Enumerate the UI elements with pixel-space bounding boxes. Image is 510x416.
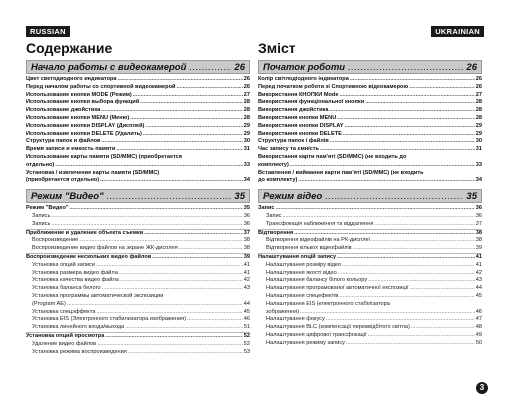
toc-entry-page: 28 [243, 107, 250, 114]
toc-entry-list [258, 316, 482, 347]
toc-entry[interactable] [258, 76, 482, 84]
toc-entry-page: 33 [475, 161, 482, 168]
section-title: Режим "Видео" [31, 190, 104, 202]
toc-entry-page: 28 [243, 99, 250, 106]
section-header-getting-started[interactable] [258, 60, 482, 74]
toc-entry-page: 34 [243, 177, 250, 184]
toc-entry-text: комплекту) [258, 161, 289, 168]
toc-entry[interactable] [26, 324, 250, 332]
toc-entry-text: Використання кнопки DISPLAY [258, 122, 344, 129]
toc-entry[interactable] [26, 146, 250, 154]
toc-entry-text: Использование кнопки DELETE (Удалить) [26, 130, 142, 137]
section-title: Початок роботи [263, 61, 346, 73]
toc-entry-page: 44 [243, 300, 250, 307]
toc-entry-text: Установка опций просмотра [26, 332, 105, 339]
toc-entry[interactable] [26, 213, 250, 221]
toc-entry-list [26, 76, 250, 154]
toc-entry-page: 39 [243, 253, 250, 260]
toc-entry-text: Налаштування балансу білого кольору [266, 277, 368, 284]
toc-entry-text: Цвет светодиодного индикатора [26, 76, 117, 82]
toc-entry-line[interactable]: Налаштування EIS (електронного стабілізатора [266, 300, 390, 307]
toc-entry-text: Установка баланса белого [32, 285, 101, 292]
toc-entry-text: Установка EIS (Электронного стабилизатора изображения) [32, 316, 186, 323]
toc-entry[interactable] [26, 123, 250, 131]
toc-entry-line[interactable]: Вставлення / виймання карти пам'яті (SD/MMC) (не входить [258, 169, 424, 176]
toc-entry-text: Запис [266, 212, 282, 219]
section-page: 35 [466, 190, 477, 202]
toc-entry[interactable] [258, 205, 482, 213]
toc-entry-text: Использование кнопки выбора функций [26, 99, 140, 106]
toc-entry[interactable] [258, 316, 482, 324]
toc-entry[interactable] [26, 177, 250, 185]
toc-entry-text: Налаштування режиму запису [266, 339, 345, 346]
toc-entry-text: Время записи и емкость памяти [26, 146, 116, 153]
toc-entry[interactable] [258, 254, 482, 262]
toc-entry-page: 41 [243, 269, 250, 276]
toc-entry[interactable] [258, 138, 482, 146]
toc-entry-text: Налаштування спецефектів [266, 292, 339, 299]
toc-entry-page: 26 [475, 76, 482, 82]
toc-entry[interactable] [258, 293, 482, 301]
toc-entry-page: 38 [475, 237, 482, 244]
toc-entry-page: 26 [243, 76, 250, 82]
toc-entry[interactable] [26, 349, 250, 357]
toc-entry-page: 33 [243, 161, 250, 168]
toc-entry-page: 47 [475, 316, 482, 323]
toc-entry-page: 29 [475, 130, 482, 137]
toc-entry-page: 41 [475, 261, 482, 268]
toc-entry[interactable] [26, 230, 250, 238]
toc-column-ukrainian [258, 60, 482, 348]
toc-entry-list [26, 341, 250, 357]
toc-entry-page: 52 [243, 332, 250, 339]
toc-entry-line[interactable]: Использование карты памяти (SD/MMC) (приобретается [26, 153, 183, 160]
toc-entry-text: Установка качества видео файла [32, 277, 119, 284]
toc-entry-text: Режим "Видео" [26, 205, 69, 212]
toc-entry-text: до комплекту) [258, 177, 298, 184]
toc-entry-text: Воспроизведение нескольких видео файлов [26, 253, 152, 260]
toc-entry-page: 28 [475, 107, 482, 114]
toc-entry-page: 36 [475, 212, 482, 219]
toc-entry[interactable] [258, 146, 482, 154]
toc-entry[interactable] [258, 123, 482, 131]
toc-entry-text: Налаштування фокусу [266, 316, 325, 323]
toc-entry-page: 44 [475, 285, 482, 292]
toc-entry[interactable] [26, 245, 250, 253]
toc-entry-page: 49 [475, 331, 482, 338]
toc-entry-line[interactable]: Установка / извлечение карты памяти (SD/MMC) [26, 169, 160, 176]
toc-entry[interactable] [26, 333, 250, 341]
toc-entry-page: 51 [243, 324, 250, 331]
toc-entry-page: 29 [243, 122, 250, 129]
toc-entry[interactable] [26, 115, 250, 123]
toc-entry[interactable] [258, 270, 482, 278]
toc-entry[interactable] [26, 277, 250, 285]
toc-entry-page: 42 [475, 269, 482, 276]
page-title-russian: Содержание [26, 40, 113, 56]
toc-entry-page: 46 [475, 308, 482, 315]
toc-entry-list [258, 237, 482, 253]
toc-entry-page: 38 [243, 237, 250, 244]
toc-entry-line[interactable]: Установка программы автоматической экспозиции [32, 292, 164, 299]
toc-entry[interactable] [258, 84, 482, 92]
toc-entry[interactable] [26, 262, 250, 270]
toc-entry[interactable] [258, 285, 482, 293]
toc-entry-text: Использование кнопки MODE (Режим) [26, 91, 132, 98]
toc-entry-page: 52 [243, 340, 250, 347]
toc-entry-text: Використання джойстика [258, 107, 329, 114]
toc-entry-page: 29 [475, 122, 482, 129]
toc-entry-list [26, 213, 250, 229]
toc-entry-text: Использование кнопки MENU (Меню) [26, 114, 130, 121]
toc-entry-page: 28 [243, 114, 250, 121]
toc-entry-text: Установка спецэффекта [32, 308, 96, 315]
toc-entry[interactable] [258, 245, 482, 253]
toc-entry[interactable] [26, 309, 250, 317]
toc-entry-text: Використання КНОПКИ Mode [258, 91, 339, 98]
toc-entry-text: Удаление видео файлов [32, 340, 97, 347]
toc-entry-page: 36 [475, 205, 482, 212]
toc-entry-text: Структура папок і файлів [258, 138, 329, 145]
toc-entry-text: Використання кнопки DELETE [258, 130, 342, 137]
toc-entry[interactable] [258, 277, 482, 285]
toc-entry-text: Установка линейного входа/выхода [32, 324, 125, 331]
toc-entry-page: 41 [475, 253, 482, 260]
toc-entry[interactable] [258, 262, 482, 270]
toc-entry-text: Час запису та ємність [258, 146, 319, 153]
toc-entry-text: Запись [32, 220, 51, 227]
toc-entry[interactable] [258, 221, 482, 229]
toc-entry[interactable] [258, 324, 482, 332]
toc-entry-page: 53 [243, 348, 250, 355]
toc-entry-page: 46 [243, 316, 250, 323]
toc-entry-line[interactable]: Використання карти пам'яті (SD/MMC) (не входить до [258, 153, 407, 160]
toc-entry[interactable] [258, 340, 482, 348]
toc-entry-text: Перед началом работы со спортивной видеокамерой [26, 83, 176, 90]
toc-entry-page: 31 [475, 146, 482, 153]
toc-column-russian [26, 60, 250, 356]
toc-entry[interactable] [26, 107, 250, 115]
toc-entry-page: 45 [243, 308, 250, 315]
toc-entry-page: 43 [475, 277, 482, 284]
toc-entry-page: 48 [475, 324, 482, 331]
toc-entry-page: 27 [475, 91, 482, 98]
toc-entry-page: 30 [243, 138, 250, 145]
toc-entry[interactable] [258, 177, 482, 185]
section-page: 26 [234, 61, 245, 73]
toc-entry-page: 36 [243, 220, 250, 227]
toc-entry[interactable] [258, 162, 482, 170]
toc-entry-text: (приобретается отдельно) [26, 177, 100, 184]
toc-entry[interactable] [26, 205, 250, 213]
section-page: 26 [466, 61, 477, 73]
toc-entry-text: Установка опций записи [32, 261, 95, 268]
toc-entry[interactable] [26, 84, 250, 92]
toc-entry-page: 35 [243, 205, 250, 212]
section-page: 35 [234, 190, 245, 202]
toc-entry-list [258, 262, 482, 301]
toc-entry-page: 42 [243, 277, 250, 284]
toc-entry-text: Використання функціональної кнопки [258, 99, 365, 106]
toc-entry-text: Відтворення кількох відеофайлів [266, 245, 352, 252]
toc-entry-text: Структура папок и файлов [26, 138, 101, 145]
toc-entry-list [258, 76, 482, 154]
toc-entry[interactable] [258, 332, 482, 340]
toc-entry-text: Использование кнопки DISPLAY (Дисплей) [26, 122, 145, 129]
toc-entry-text: Воспроизведение видео файлов на экране ЖК-дисплея [32, 245, 178, 252]
section-header-getting-started[interactable] [26, 60, 250, 74]
toc-entry-text: Використання кнопки MENU [258, 114, 337, 121]
toc-entry-text: Использование джойстика [26, 107, 101, 114]
toc-entry-text: Запис [258, 205, 275, 212]
toc-entry[interactable] [26, 341, 250, 349]
toc-entry-page: 34 [475, 177, 482, 184]
section-title: Режим відео [263, 190, 323, 202]
toc-entry-list [26, 262, 250, 293]
toc-entry[interactable] [26, 138, 250, 146]
section-title: Начало работы с видеокамерой [31, 61, 187, 73]
toc-entry-text: Перед початком роботи зі Спортивною відеокамерою [258, 83, 409, 90]
toc-entry-page: 50 [475, 339, 482, 346]
toc-entry-page: 28 [475, 99, 482, 106]
toc-entry-list [258, 213, 482, 229]
page-title-ukrainian: Зміст [258, 40, 296, 56]
toc-entry-text: Трансфокація наближення та віддалення [266, 220, 374, 227]
toc-entry[interactable] [258, 115, 482, 123]
section-header-video-mode[interactable] [258, 189, 482, 203]
toc-entry[interactable] [26, 254, 250, 262]
toc-entry-text: Воспроизведение [32, 237, 79, 244]
toc-entry-page: 27 [243, 91, 250, 98]
toc-entry-text: Налаштування розміру відео [266, 261, 342, 268]
toc-entry-list [26, 309, 250, 332]
toc-entry[interactable] [26, 316, 250, 324]
toc-entry-page: 29 [243, 130, 250, 137]
toc-entry-page: 45 [475, 292, 482, 299]
toc-entry-text: Установка размера видео файла [32, 269, 118, 276]
toc-entry[interactable] [258, 237, 482, 245]
toc-entry-text: зображення) [266, 308, 299, 315]
toc-entry-page: 28 [475, 114, 482, 121]
toc-entry[interactable] [26, 285, 250, 293]
toc-entry-page: 38 [475, 229, 482, 236]
toc-entry[interactable] [26, 162, 250, 170]
toc-entry-text: Налаштування якості відео [266, 269, 337, 276]
toc-entry-page: 43 [243, 285, 250, 292]
toc-entry-text: Налаштування програмованої автоматичної експозиції [266, 285, 409, 292]
toc-entry[interactable] [26, 237, 250, 245]
toc-entry-text: Налаштування опцій запису [258, 253, 337, 260]
toc-entry-page: 26 [475, 83, 482, 90]
toc-entry[interactable] [258, 107, 482, 115]
toc-entry[interactable] [26, 301, 250, 309]
toc-entry-page: 26 [243, 83, 250, 90]
ukrainian-language-tab: UKRAINIAN [431, 26, 484, 37]
toc-entry-page: 41 [243, 261, 250, 268]
toc-entry-text: Відтворення [258, 229, 294, 236]
toc-entry-page: 31 [243, 146, 250, 153]
toc-entry[interactable] [258, 309, 482, 317]
section-header-video-mode[interactable] [26, 189, 250, 203]
toc-entry-text: Запись [32, 212, 51, 219]
toc-entry-text: Установка режима воспроизведения [32, 348, 127, 355]
toc-entry-page: 37 [243, 229, 250, 236]
page-number-badge: 3 [476, 382, 488, 394]
toc-entry-page: 36 [243, 212, 250, 219]
toc-entry[interactable] [258, 213, 482, 221]
toc-entry-text: Налаштування BLC (компенсації переввідбітого світла) [266, 324, 410, 331]
toc-entry-page: 37 [475, 220, 482, 227]
toc-entry-text: (Program AE) [32, 300, 66, 307]
toc-entry-page: 30 [475, 138, 482, 145]
toc-entry[interactable] [26, 76, 250, 84]
toc-entry-text: Налаштування цифрової трансфокації [266, 331, 367, 338]
toc-entry[interactable] [26, 221, 250, 229]
toc-entry-text: Приближение и удаление объекта съемки [26, 229, 144, 236]
russian-language-tab: RUSSIAN [26, 26, 70, 37]
toc-entry-text: Колір світлодіодного індикатора [258, 76, 349, 82]
toc-entry-list [26, 237, 250, 253]
toc-entry-page: 39 [475, 245, 482, 252]
toc-entry-text: Відтворення відеофайлів на РК-дисплеї [266, 237, 371, 244]
toc-entry-page: 38 [243, 245, 250, 252]
toc-entry-text: отдельно) [26, 161, 55, 168]
